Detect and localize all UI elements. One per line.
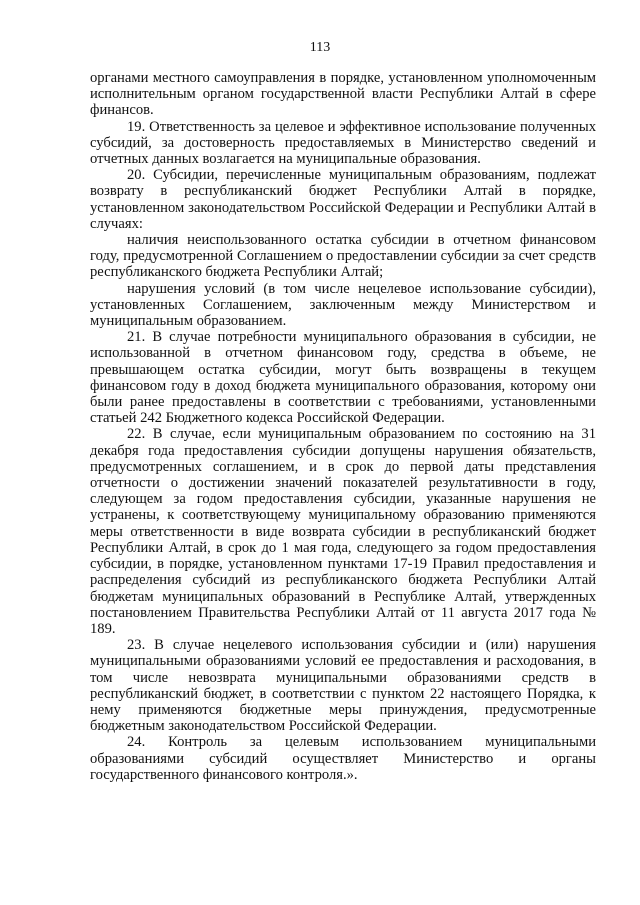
document-body — [90, 70, 596, 783]
paragraph-20-case-1: наличия неиспользованного остатка субсидии в отчетном финансовом году, предусмотренной Соглашением о предоставлении субсидии за счет средств республиканского бюджета Республики Алтай; — [90, 232, 596, 281]
paragraph-20: 20. Субсидии, перечисленные муниципальным образованиям, подлежат возврату в республиканский бюджет Республики Алтай в порядке, установленном законодательством Российской Федерации и Республики Алтай в случаях: — [90, 167, 596, 232]
paragraph-continuation: органами местного самоуправления в порядке, установленном уполномоченным исполнительным органом государственной власти Республики Алтай в сфере финансов. — [90, 70, 596, 119]
paragraph-19: 19. Ответственность за целевое и эффективное использование полученных субсидий, за достоверность предоставляемых в Министерство сведений и отчетных данных возлагается на муниципальные образования. — [90, 118, 596, 168]
paragraph-22: 22. В случае, если муниципальным образованием по состоянию на 31 декабря года предоставления субсидии допущены нарушения обязательств, предусмотренных соглашением, и в срок до первой даты представления отчетности о достижении значений показателей результативности в году, следующем за годом предоставления субсидии, указанные нарушения не устранены, к соответствующему муниципальному образованию применяются меры ответственности в виде возврата субсидии в республиканский бюджет Республики Алтай, в срок до 1 мая года, следующего за годом предоставления субсидии, в порядке, установленном пунктами 17-19 Правил предоставления и распределения субсидий из республиканского бюджета Республики Алтай бюджетам муниципальных образований в Республике Алтай, утвержденных постановлением Правительства Республики Алтай от 11 августа 2017 года № 189. — [90, 426, 596, 637]
paragraph-23: 23. В случае нецелевого использования субсидии и (или) нарушения муниципальными образованиями условий ее предоставления и расходования, в том числе невозврата муниципальными образованиями средств в республиканский бюджет, в соответствии с пунктом 22 настоящего Порядка, к нему применяются бюджетные меры принуждения, предусмотренные бюджетным законодательством Российской Федерации. — [90, 637, 596, 735]
paragraph-24: 24. Контроль за целевым использованием муниципальными образованиями субсидий осуществляет Министерство и органы государственного финансового контроля.». — [90, 734, 596, 783]
paragraph-20-case-2: нарушения условий (в том числе нецелевое использование субсидии), установленных Соглашением, заключенным между Министерством и муниципальным образованием. — [90, 280, 596, 330]
page-number: 113 — [309, 40, 331, 55]
paragraph-21: 21. В случае потребности муниципального образования в субсидии, не использованной в отчетном финансовом году, средства в объеме, не превышающем остатка субсидии, могут быть возвращены в текущем финансовом году в доход бюджета муниципального образования, которому они были ранее предоставлены в соответствии с требованиями, установленными статьей 242 Бюджетного кодекса Российской Федерации. — [90, 329, 596, 427]
